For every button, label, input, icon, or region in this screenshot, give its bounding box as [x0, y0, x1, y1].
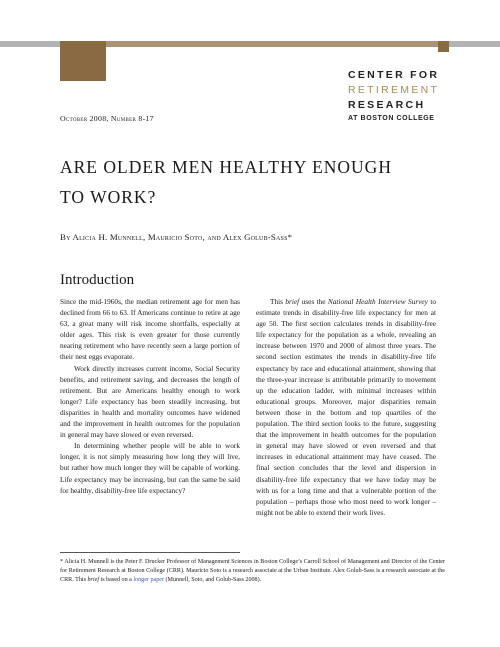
longer-paper-link[interactable]: longer paper: [133, 576, 164, 583]
text-run: to estimate trends in disability-free life expectancy for men at age 50. The first section calculates trends in disability-free life expectancy for the population as a whole, revealing an increase between 1970 and 2000 of almost three years. The second section estimates the trends in disability-free life expectancy by race and educational attainment, showing that the three-year increase is attributable primarily to movement up the education ladder, with minimal increases within educational groups. Moreover, major disparities remain between those in the bottom and top quartiles of the population. The third section looks to the future, suggesting that the improvement in health outcomes for the population in general may have slowed or even reversed and that increases in educational attainment may have ceased. The final section concludes that the level and dispersion in disability-free life expectancy that we have today may be with us for a long time and that a vulnerable portion of the population – perhaps those who most need to work longer – might not be able to extend their work lives.: [256, 297, 437, 517]
text-run: This: [270, 297, 286, 306]
footnote-text-italic: brief: [87, 576, 100, 583]
logo-line-center-for: CENTER FOR: [348, 69, 440, 81]
right-column: [256, 296, 436, 518]
footnote-text: is based on a: [99, 576, 134, 583]
left-column: [60, 296, 240, 496]
footnote-text: (Munnell, Soto, and Golub-Sass 2008).: [164, 576, 262, 583]
logo-line-retirement: RETIREMENT: [348, 84, 440, 96]
footnote: [60, 558, 445, 585]
section-title-introduction: Introduction: [60, 272, 135, 288]
header-tan-bar: [106, 41, 446, 47]
title-line-1: ARE OLDER MEN HEALTHY ENOUGH: [60, 157, 392, 177]
text-run: uses the: [299, 297, 328, 306]
paragraph: Since the mid-1960s, the median retirement age for men has declined from 66 to 63. If Americans continue to retire at age 63, a great many will risk income shortfalls, especially at older ages. This risk is even greater for those currently nearing retirement who have recently seen a large portion of their nest eggs evaporate.: [60, 297, 240, 362]
paragraph: [256, 296, 436, 518]
author-line: By Alicia H. Munnell, Mauricio Soto, and Alex Golub-Sass*: [60, 232, 293, 242]
logo-line-boston-college: AT BOSTON COLLEGE: [348, 115, 435, 122]
logo-line-research: RESEARCH: [348, 99, 426, 111]
title-line-2: TO WORK?: [60, 187, 157, 207]
footnote-divider: [60, 552, 240, 553]
issue-date-number: October 2008, Number 8-17: [60, 114, 154, 123]
crr-logo: [348, 68, 493, 124]
footnote-text: * Alicia H. Munnell is the Peter F. Drucker Professor of Management Sciences in Boston College’s Carroll School of Management and Director of the Center for Retirement Research at Boston College (CRR). Mauricio Soto is a research associate at the Urban Institute. Alex Golub-Sass is a research associate at the CRR. This: [60, 559, 445, 583]
survey-name: National Health Interview Survey: [327, 297, 428, 306]
header-brown-square: [438, 41, 449, 52]
paragraph: Work directly increases current income, Social Security benefits, and retirement saving, and decreases the length of retirement. But are Americans healthy enough to work longer? Life expectancy has been steadily increasing, but disparities in health and mortality outcomes have widened and the improvement in health outcomes for the population in general may have slowed or even reversed.: [60, 363, 240, 440]
header-brown-block: [60, 41, 106, 81]
paragraph: In determining whether people will be able to work longer, it is not simply measuring how long they will live, but rather how much longer they will be capable of working. Life expectancy may be increasing, but can the same be said for healthy, disability-free life expectancy?: [60, 441, 240, 495]
text-run-italic: brief: [285, 297, 300, 306]
page-title: [60, 152, 460, 212]
